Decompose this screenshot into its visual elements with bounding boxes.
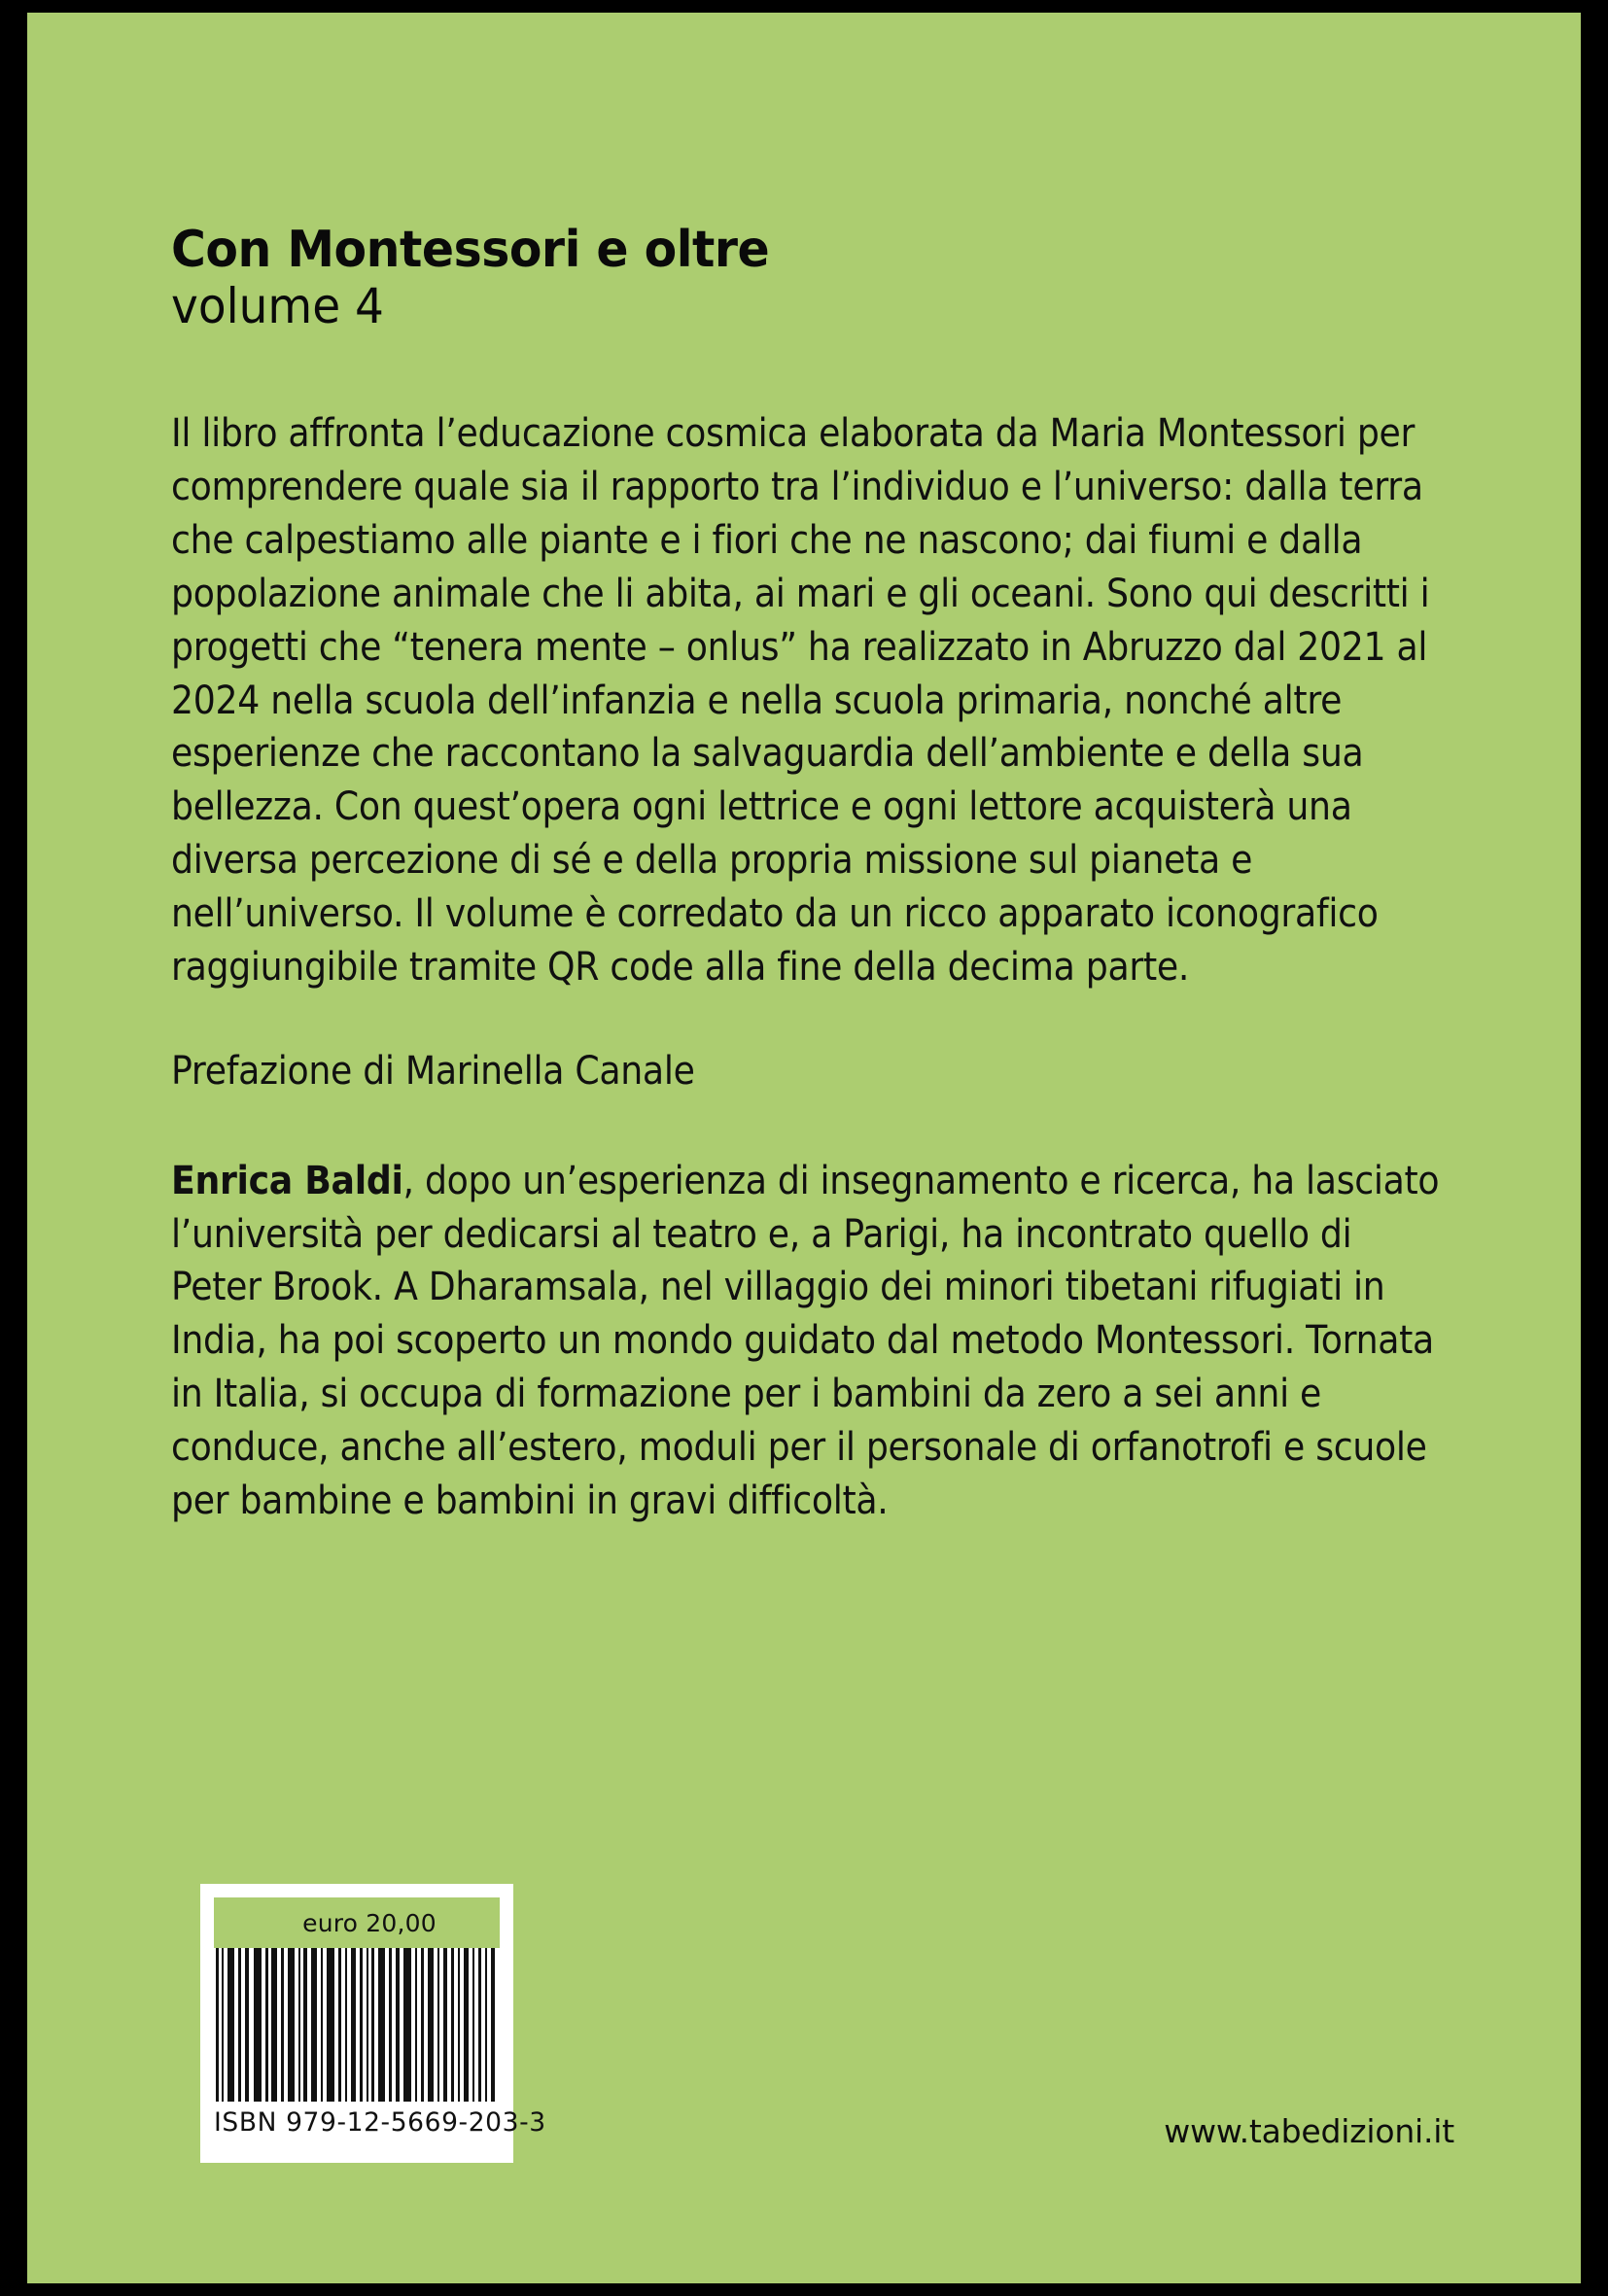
cover-background <box>27 13 1581 2283</box>
title-block <box>171 222 1454 334</box>
price-label: euro 20,00 <box>302 1908 437 1937</box>
author-bio <box>171 1154 1451 1527</box>
author-name: Enrica Baldi <box>171 1156 403 1203</box>
price-band <box>214 1897 500 1948</box>
cover-content <box>171 222 1454 1527</box>
isbn-label: ISBN 979-12-5669-203-3 <box>214 2107 546 2138</box>
barcode-image <box>214 1948 500 2102</box>
barcode-block <box>200 1884 546 2163</box>
preface-credit: Prefazione di Marinella Canale <box>171 1046 695 1094</box>
blurb-paragraph: Il libro affronta l’educazione cosmica elaborata da Maria Montessori per comprendere quale sia il rapporto tra l’individuo e l’universo: dalla terra che calpestiamo alle piante e i fiori che ne nascono; dai fiumi e dalla popolazione animale che li abita, ai mari e gli oceani. Sono qui descritti i progetti che “tenera mente – onlus” ha realizzato in Abruzzo dal 2021 al 2024 nella scuola dell’infanzia e nella scuola primaria, nonché altre esperienze che raccontano la salvaguardia dell’ambiente e della sua bellezza. Con quest’opera ogni lettrice e ogni lettore acquisterà una diversa percezione di sé e della propria missione sul pianeta e nell’universo. Il volume è corredato da un ricco apparato iconografico raggiungibile tramite QR code alla fine della decima parte. <box>171 409 1441 990</box>
page-subtitle: volume 4 <box>171 278 384 335</box>
bottom-row <box>171 1884 1454 2175</box>
publisher-website[interactable]: www.tabedizioni.it <box>1164 2112 1454 2150</box>
author-bio-text: , dopo un’esperienza di insegnamento e ricerca, ha lasciato l’università per dedicarsi al teatro e, a Parigi, ha incontrato quello di Peter Brook. A Dharamsala, nel villaggio dei minori tibetani rifugiati in India, ha poi scoperto un mondo guidato dal metodo Montessori. Tornata in Italia, si occupa di formazione per i bambini da zero a sei anni e conduce, anche all’estero, moduli per il personale di orfanotrofi e scuole per bambine e bambini in gravi difficoltà. <box>171 1156 1451 1523</box>
page-title: Con Montessori e oltre <box>171 221 770 279</box>
